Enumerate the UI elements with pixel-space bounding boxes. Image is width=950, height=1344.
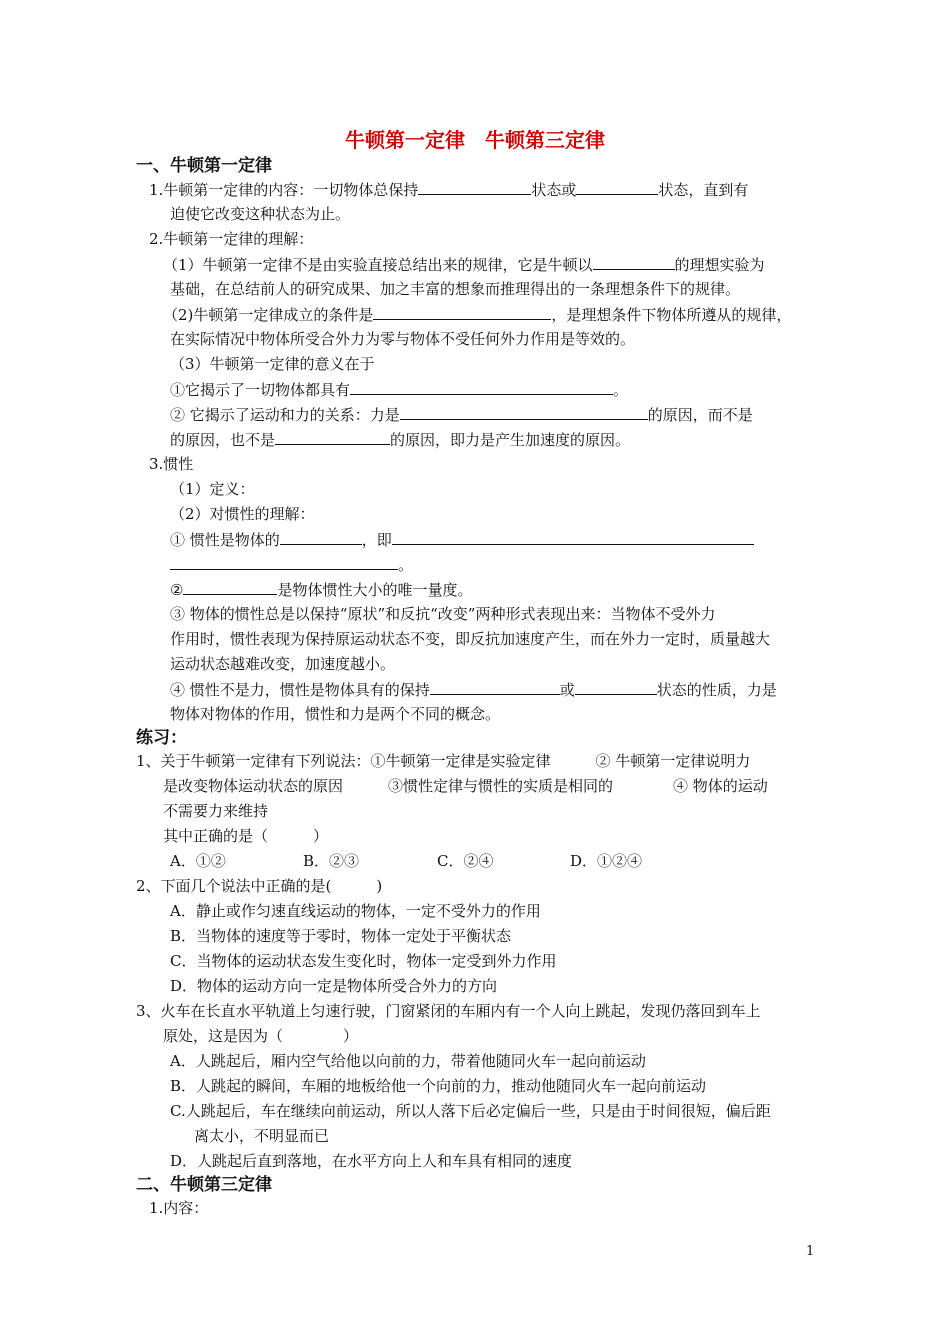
text: ② 它揭示了运动和力的关系：力是: [170, 406, 400, 424]
question-3: 3、火车在长直水平轨道上匀速行驶，门窗紧闭的车厢内有一个人向上跳起，发现仍落回到车上: [136, 1002, 761, 1020]
text: 是物体惯性大小的唯一量度。: [277, 581, 473, 599]
question-1-line: 不需要力来维持: [163, 802, 269, 820]
text: 。: [398, 556, 414, 574]
paragraph-line: [163, 254, 765, 275]
q1-option-d: D．①②④: [570, 852, 643, 870]
q2-option-c: C．当物体的运动状态发生变化时，物体一定受到外力作用: [170, 952, 557, 970]
fill-blank[interactable]: [280, 529, 362, 545]
fill-blank[interactable]: [183, 579, 277, 595]
page-title: 牛顿第一定律 牛顿第三定律: [345, 128, 605, 152]
question-1-line: 其中正确的是（ ）: [163, 827, 329, 845]
paragraph-line: [170, 529, 754, 550]
text: （1）牛顿第一定律不是由实验直接总结出来的规律，它是牛顿以: [163, 256, 593, 274]
practice-heading: 练习：: [136, 728, 187, 748]
fill-blank[interactable]: [430, 679, 560, 695]
paragraph-line: [170, 404, 753, 425]
page-number: 1: [806, 1244, 815, 1259]
text: 的理想实验为: [674, 256, 765, 274]
q1-option-c: C．②④: [437, 852, 494, 870]
paragraph-line: （1）定义：: [170, 480, 255, 498]
section-heading-1: 一、牛顿第一定律: [136, 156, 272, 176]
text: 的原因，也不是: [170, 431, 276, 449]
question-1: 1、关于牛顿第一定律有下列说法：①牛顿第一定律是实验定律 ② 牛顿第一定律说明力: [136, 752, 751, 770]
text: 或: [559, 681, 575, 699]
fill-blank[interactable]: [593, 254, 675, 270]
text: 1.牛顿第一定律的内容：一切物体总保持: [149, 181, 419, 199]
paragraph-line: （2）对惯性的理解：: [170, 505, 315, 523]
paragraph-line: 在实际情况中物体所受合外力为零与物体不受任何外力作用是等效的。: [170, 330, 636, 348]
text: 状态或: [531, 181, 577, 199]
q1-option-b: B．②③: [303, 852, 360, 870]
text: ① 惯性是物体的: [170, 531, 280, 549]
section-heading-2: 二、牛顿第三定律: [136, 1175, 272, 1195]
question-2: 2、下面几个说法中正确的是( ): [136, 877, 383, 895]
q3-option-c-line: 离太小，不明显而已: [194, 1127, 330, 1145]
paragraph-line: 物体对物体的作用，惯性和力是两个不同的概念。: [170, 705, 501, 723]
paragraph-line: [149, 179, 748, 200]
text: 状态的性质，力是: [656, 681, 777, 699]
text: 。: [613, 381, 629, 399]
text: 状态，直到有: [658, 181, 749, 199]
text: （2)牛顿第一定律成立的条件是: [163, 306, 374, 324]
q3-option-c: C.人跳起后，车在继续向前运动，所以人落下后必定偏后一些，只是由于时间很短，偏后距: [170, 1102, 771, 1120]
paragraph-line: [163, 304, 791, 325]
fill-blank[interactable]: [418, 179, 531, 195]
paragraph-line: 2.牛顿第一定律的理解：: [149, 230, 314, 248]
question-1-line: 是改变物体运动状态的原因 ③惯性定律与惯性的实质是相同的 ④ 物体的运动: [163, 777, 768, 795]
paragraph-line: 作用时，惯性表现为保持原运动状态不变，即反抗加速度产生，而在外力一定时，质量越大: [170, 630, 771, 648]
text: ④ 惯性不是力，惯性是物体具有的保持: [170, 681, 430, 699]
fill-blank[interactable]: [373, 304, 551, 320]
q1-option-a: A．①②: [170, 852, 226, 870]
fill-blank[interactable]: [392, 529, 754, 545]
fill-blank[interactable]: [170, 554, 398, 570]
q2-option-a: A．静止或作匀速直线运动的物体，一定不受外力的作用: [170, 902, 541, 920]
text: ，即: [361, 531, 392, 549]
q2-option-d: D．物体的运动方向一定是物体所受合外力的方向: [170, 977, 498, 995]
question-3-line: 原处，这是因为（ ）: [163, 1027, 359, 1045]
q3-option-b: B．人跳起的瞬间，车厢的地板给他一个向前的力，推动他随同火车一起向前运动: [170, 1077, 707, 1095]
paragraph-line: 基础，在总结前人的研究成果、加之丰富的想象而推理得出的一条理想条件下的规律。: [170, 280, 741, 298]
fill-blank[interactable]: [576, 179, 658, 195]
text: ①它揭示了一切物体都具有: [170, 381, 351, 399]
text: ，是理想条件下物体所遵从的规律，: [551, 306, 792, 324]
paragraph-line: [170, 579, 472, 600]
fill-blank[interactable]: [575, 679, 657, 695]
paragraph-line: （3）牛顿第一定律的意义在于: [170, 355, 375, 373]
fill-blank[interactable]: [400, 404, 648, 420]
text: ②: [170, 581, 184, 599]
text: 的原因，而不是: [647, 406, 753, 424]
paragraph-line: 3.惯性: [149, 455, 194, 473]
paragraph-line: [170, 554, 413, 575]
paragraph-line: [170, 679, 777, 700]
q3-option-d: D．人跳起后直到落地，在水平方向上人和车具有相同的速度: [170, 1152, 573, 1170]
fill-blank[interactable]: [275, 429, 390, 445]
text: 的原因，即力是产生加速度的原因。: [390, 431, 631, 449]
paragraph-line: [170, 379, 628, 400]
paragraph-line: 1.内容：: [149, 1199, 209, 1217]
paragraph-line: 迫使它改变这种状态为止。: [170, 205, 351, 223]
paragraph-line: [170, 429, 630, 450]
fill-blank[interactable]: [350, 379, 613, 395]
q2-option-b: B．当物体的速度等于零时，物体一定处于平衡状态: [170, 927, 512, 945]
paragraph-line: ③ 物体的惯性总是以保持“原状”和反抗“改变”两种形式表现出来：当物体不受外力: [170, 605, 716, 623]
q3-option-a: A．人跳起后，厢内空气给他以向前的力，带着他随同火车一起向前运动: [170, 1052, 646, 1070]
paragraph-line: 运动状态越难改变，加速度越小。: [170, 655, 396, 673]
